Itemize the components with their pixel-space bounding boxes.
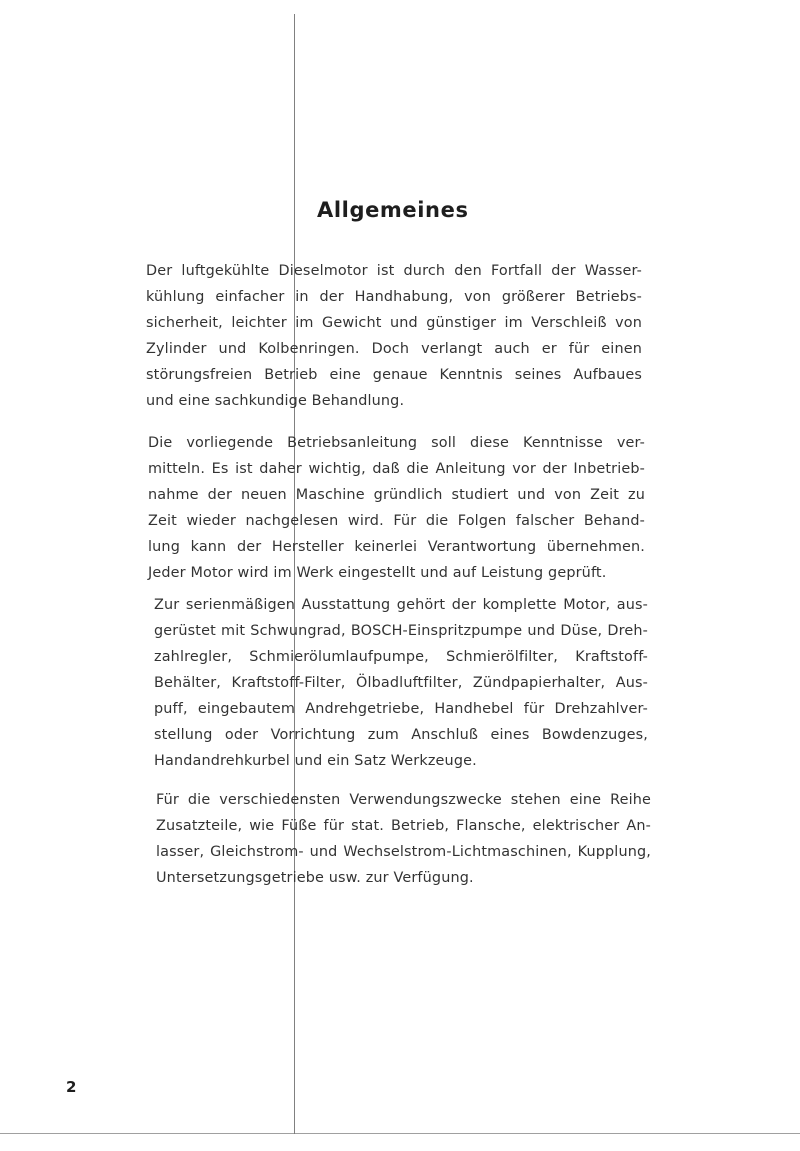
text-line: Die vorliegende Betriebsanleitung soll diese Kenntnisse ver- [148, 435, 645, 451]
text-line: Zylinder und Kolbenringen. Doch verlangt auch er für einen [146, 341, 642, 357]
text-line: nahme der neuen Maschine gründlich studiert und von Zeit zu [148, 487, 645, 503]
text-line: Zur serienmäßigen Ausstattung gehört der komplette Motor, aus- [154, 597, 648, 613]
text-line: störungsfreien Betrieb eine genaue Kenntnis seines Aufbaues [146, 367, 642, 383]
text-line: puff, eingebautem Andrehgetriebe, Handhebel für Drehzahlver- [154, 701, 648, 717]
paragraph-manual [148, 430, 645, 586]
text-line: Zusatzteile, wie Füße für stat. Betrieb, Flansche, elektrischer An- [156, 818, 651, 834]
text-line: Jeder Motor wird im Werk eingestellt und auf Leistung geprüft. [148, 565, 607, 581]
text-line: mitteln. Es ist daher wichtig, daß die Anleitung vor der Inbetrieb- [148, 461, 645, 477]
text-line: lung kann der Hersteller keinerlei Verantwortung übernehmen. [148, 539, 645, 555]
text-line: Der luftgekühlte Dieselmotor ist durch den Fortfall der Wasser- [146, 263, 642, 279]
text-line: Zeit wieder nachgelesen wird. Für die Folgen falscher Behand- [148, 513, 645, 529]
text-line: sicherheit, leichter im Gewicht und günstiger im Verschleiß von [146, 315, 642, 331]
text-line: lasser, Gleichstrom- und Wechselstrom-Lichtmaschinen, Kupplung, [156, 844, 651, 860]
text-line: und eine sachkundige Behandlung. [146, 393, 405, 409]
text-line: Handandrehkurbel und ein Satz Werkzeuge. [154, 753, 477, 769]
text-line: zahlregler, Schmierölumlaufpumpe, Schmierölfilter, Kraftstoff- [154, 649, 648, 665]
paragraph-intro [146, 258, 642, 414]
text-line: Behälter, Kraftstoff-Filter, Ölbadluftfilter, Zündpapierhalter, Aus- [154, 675, 648, 691]
page-heading: Allgemeines [317, 198, 469, 222]
text-line: kühlung einfacher in der Handhabung, von größerer Betriebs- [146, 289, 642, 305]
text-line: Für die verschiedensten Verwendungszwecke stehen eine Reihe [156, 792, 651, 808]
text-line: Untersetzungsgetriebe usw. zur Verfügung. [156, 870, 474, 886]
paragraph-equipment [154, 592, 648, 774]
text-line: stellung oder Vorrichtung zum Anschluß eines Bowdenzuges, [154, 727, 648, 743]
bottom-edge-line [0, 1133, 800, 1134]
text-line: gerüstet mit Schwungrad, BOSCH-Einspritzpumpe und Düse, Dreh- [154, 623, 648, 639]
paragraph-accessories [156, 787, 651, 891]
page-number: 2 [66, 1078, 77, 1096]
